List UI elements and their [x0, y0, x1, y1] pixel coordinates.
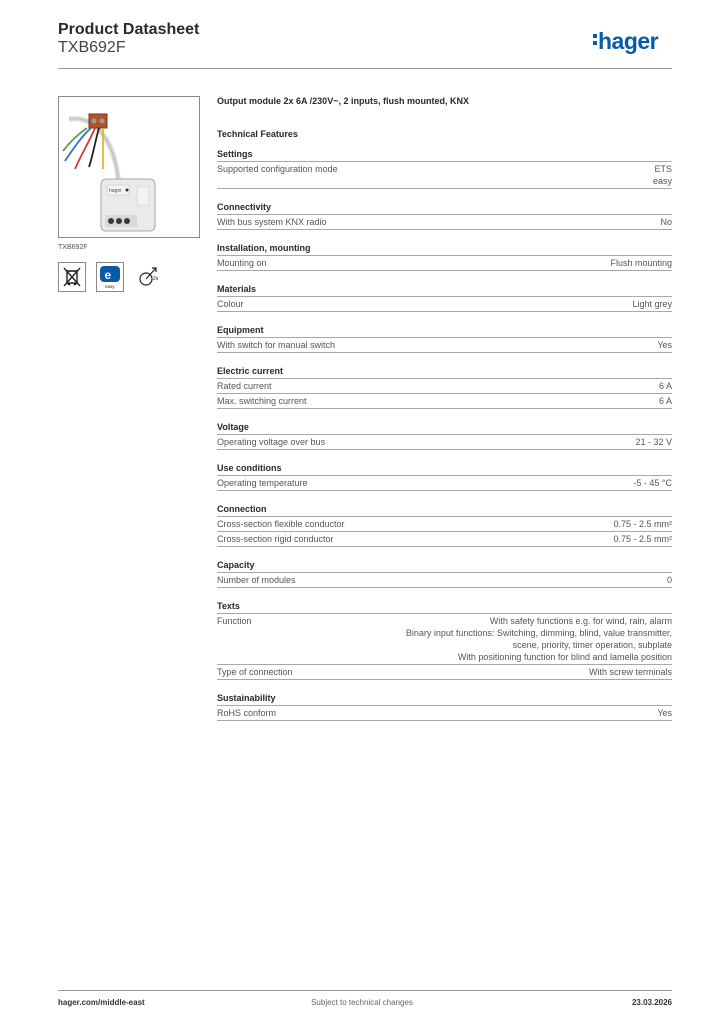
section-title: Sustainability	[217, 693, 276, 703]
spec-value: Yes	[657, 708, 672, 718]
product-caption: TXB692F	[58, 244, 88, 251]
spec-row	[217, 255, 672, 271]
brand-logo[interactable]	[593, 28, 658, 55]
page-title: Product Datasheet	[58, 21, 200, 38]
logo-text: hager	[598, 28, 659, 54]
spec-row	[217, 337, 672, 353]
spec-value: With safety functions e.g. for wind, rain, alarm Binary input functions: Switching, dimming, blind, value transmitter, scene, priority, timer operation, subplate With positioning function for blind and lamella position	[405, 616, 672, 662]
section-title: Voltage	[217, 422, 249, 432]
spec-value: With screw terminals	[588, 667, 672, 677]
svg-text:e: e	[104, 268, 112, 282]
spec-label: With switch for manual switch	[217, 340, 336, 350]
svg-text:2s: 2s	[153, 276, 159, 282]
spec-value: Yes	[657, 340, 672, 350]
section-title: Connection	[217, 504, 267, 514]
spec-value: No	[660, 217, 672, 227]
spec-value: Light grey	[632, 299, 672, 309]
spec-row	[217, 378, 672, 393]
spec-section	[217, 283, 672, 312]
footer-date: 23.03.2026	[631, 998, 672, 1007]
sections-container	[217, 148, 672, 721]
spec-row	[217, 572, 672, 588]
spec-row	[217, 393, 672, 409]
spec-row	[217, 664, 672, 680]
spec-label: Operating temperature	[217, 478, 308, 488]
spec-value: ETS easy	[652, 164, 672, 186]
spec-label: Cross-section flexible conductor	[217, 519, 345, 529]
spec-section	[217, 462, 672, 491]
section-title: Materials	[217, 284, 257, 294]
spec-label: Colour	[217, 299, 244, 309]
spec-section	[217, 559, 672, 588]
logo-dots-icon	[593, 31, 598, 48]
spec-row	[217, 475, 672, 491]
spec-section	[217, 201, 672, 230]
spec-value: -5 - 45 °C	[633, 478, 672, 488]
spec-label: With bus system KNX radio	[217, 217, 327, 227]
spec-row	[217, 705, 672, 721]
spec-row	[217, 613, 672, 664]
easy-label: easy	[105, 284, 115, 289]
easy-icon	[96, 262, 124, 292]
spec-value: 0.75 - 2.5 mm²	[613, 519, 672, 529]
spec-label: Number of modules	[217, 575, 296, 585]
spec-value: 6 A	[658, 381, 672, 391]
section-title: Installation, mounting	[217, 243, 311, 253]
spec-row	[217, 516, 672, 531]
spec-value: Flush mounting	[610, 258, 672, 268]
spec-label: Mounting on	[217, 258, 267, 268]
spec-section	[217, 600, 672, 680]
spec-label: RoHS conform	[217, 708, 277, 718]
spec-value: 21 - 32 V	[635, 437, 672, 447]
hand-operation-icon	[134, 262, 162, 292]
spec-label: Function	[217, 616, 252, 626]
section-title: Use conditions	[217, 463, 282, 473]
spec-label: Max. switching current	[217, 396, 307, 406]
footer-divider	[58, 990, 672, 991]
spec-section	[217, 365, 672, 409]
product-description: Output module 2x 6A /230V~, 2 inputs, flush mounted, KNX	[217, 96, 469, 106]
spec-label: Type of connection	[217, 667, 293, 677]
features-heading: Technical Features	[217, 129, 298, 139]
spec-section	[217, 324, 672, 353]
spec-value: 0	[666, 575, 672, 585]
section-title: Connectivity	[217, 202, 272, 212]
spec-label: Operating voltage over bus	[217, 437, 326, 447]
spec-label: Cross-section rigid conductor	[217, 534, 334, 544]
section-title: Equipment	[217, 325, 264, 335]
header-divider	[58, 68, 672, 69]
technical-datasheet	[217, 94, 672, 733]
product-reference: TXB692F	[58, 39, 126, 56]
footer-website-link[interactable]: hager.com/middle-east	[58, 998, 145, 1007]
device-label: hager	[109, 188, 122, 194]
spec-section	[217, 242, 672, 271]
spec-row	[217, 214, 672, 230]
section-title: Capacity	[217, 560, 255, 570]
spec-label: Supported configuration mode	[217, 164, 338, 174]
section-title: Settings	[217, 149, 253, 159]
spec-row	[217, 296, 672, 312]
section-title: Electric current	[217, 366, 284, 376]
spec-row	[217, 531, 672, 547]
product-image-frame	[58, 96, 200, 238]
spec-section	[217, 692, 672, 721]
footer-notice: Subject to technical changes	[311, 998, 413, 1007]
spec-label: Rated current	[217, 381, 272, 391]
spec-section	[217, 421, 672, 450]
spec-section	[217, 148, 672, 189]
spec-section	[217, 503, 672, 547]
product-image	[59, 97, 199, 237]
spec-row	[217, 161, 672, 189]
section-title: Texts	[217, 601, 240, 611]
disposal-icon	[58, 262, 86, 292]
spec-value: 6 A	[658, 396, 672, 406]
spec-value: 0.75 - 2.5 mm²	[613, 534, 672, 544]
spec-row	[217, 434, 672, 450]
